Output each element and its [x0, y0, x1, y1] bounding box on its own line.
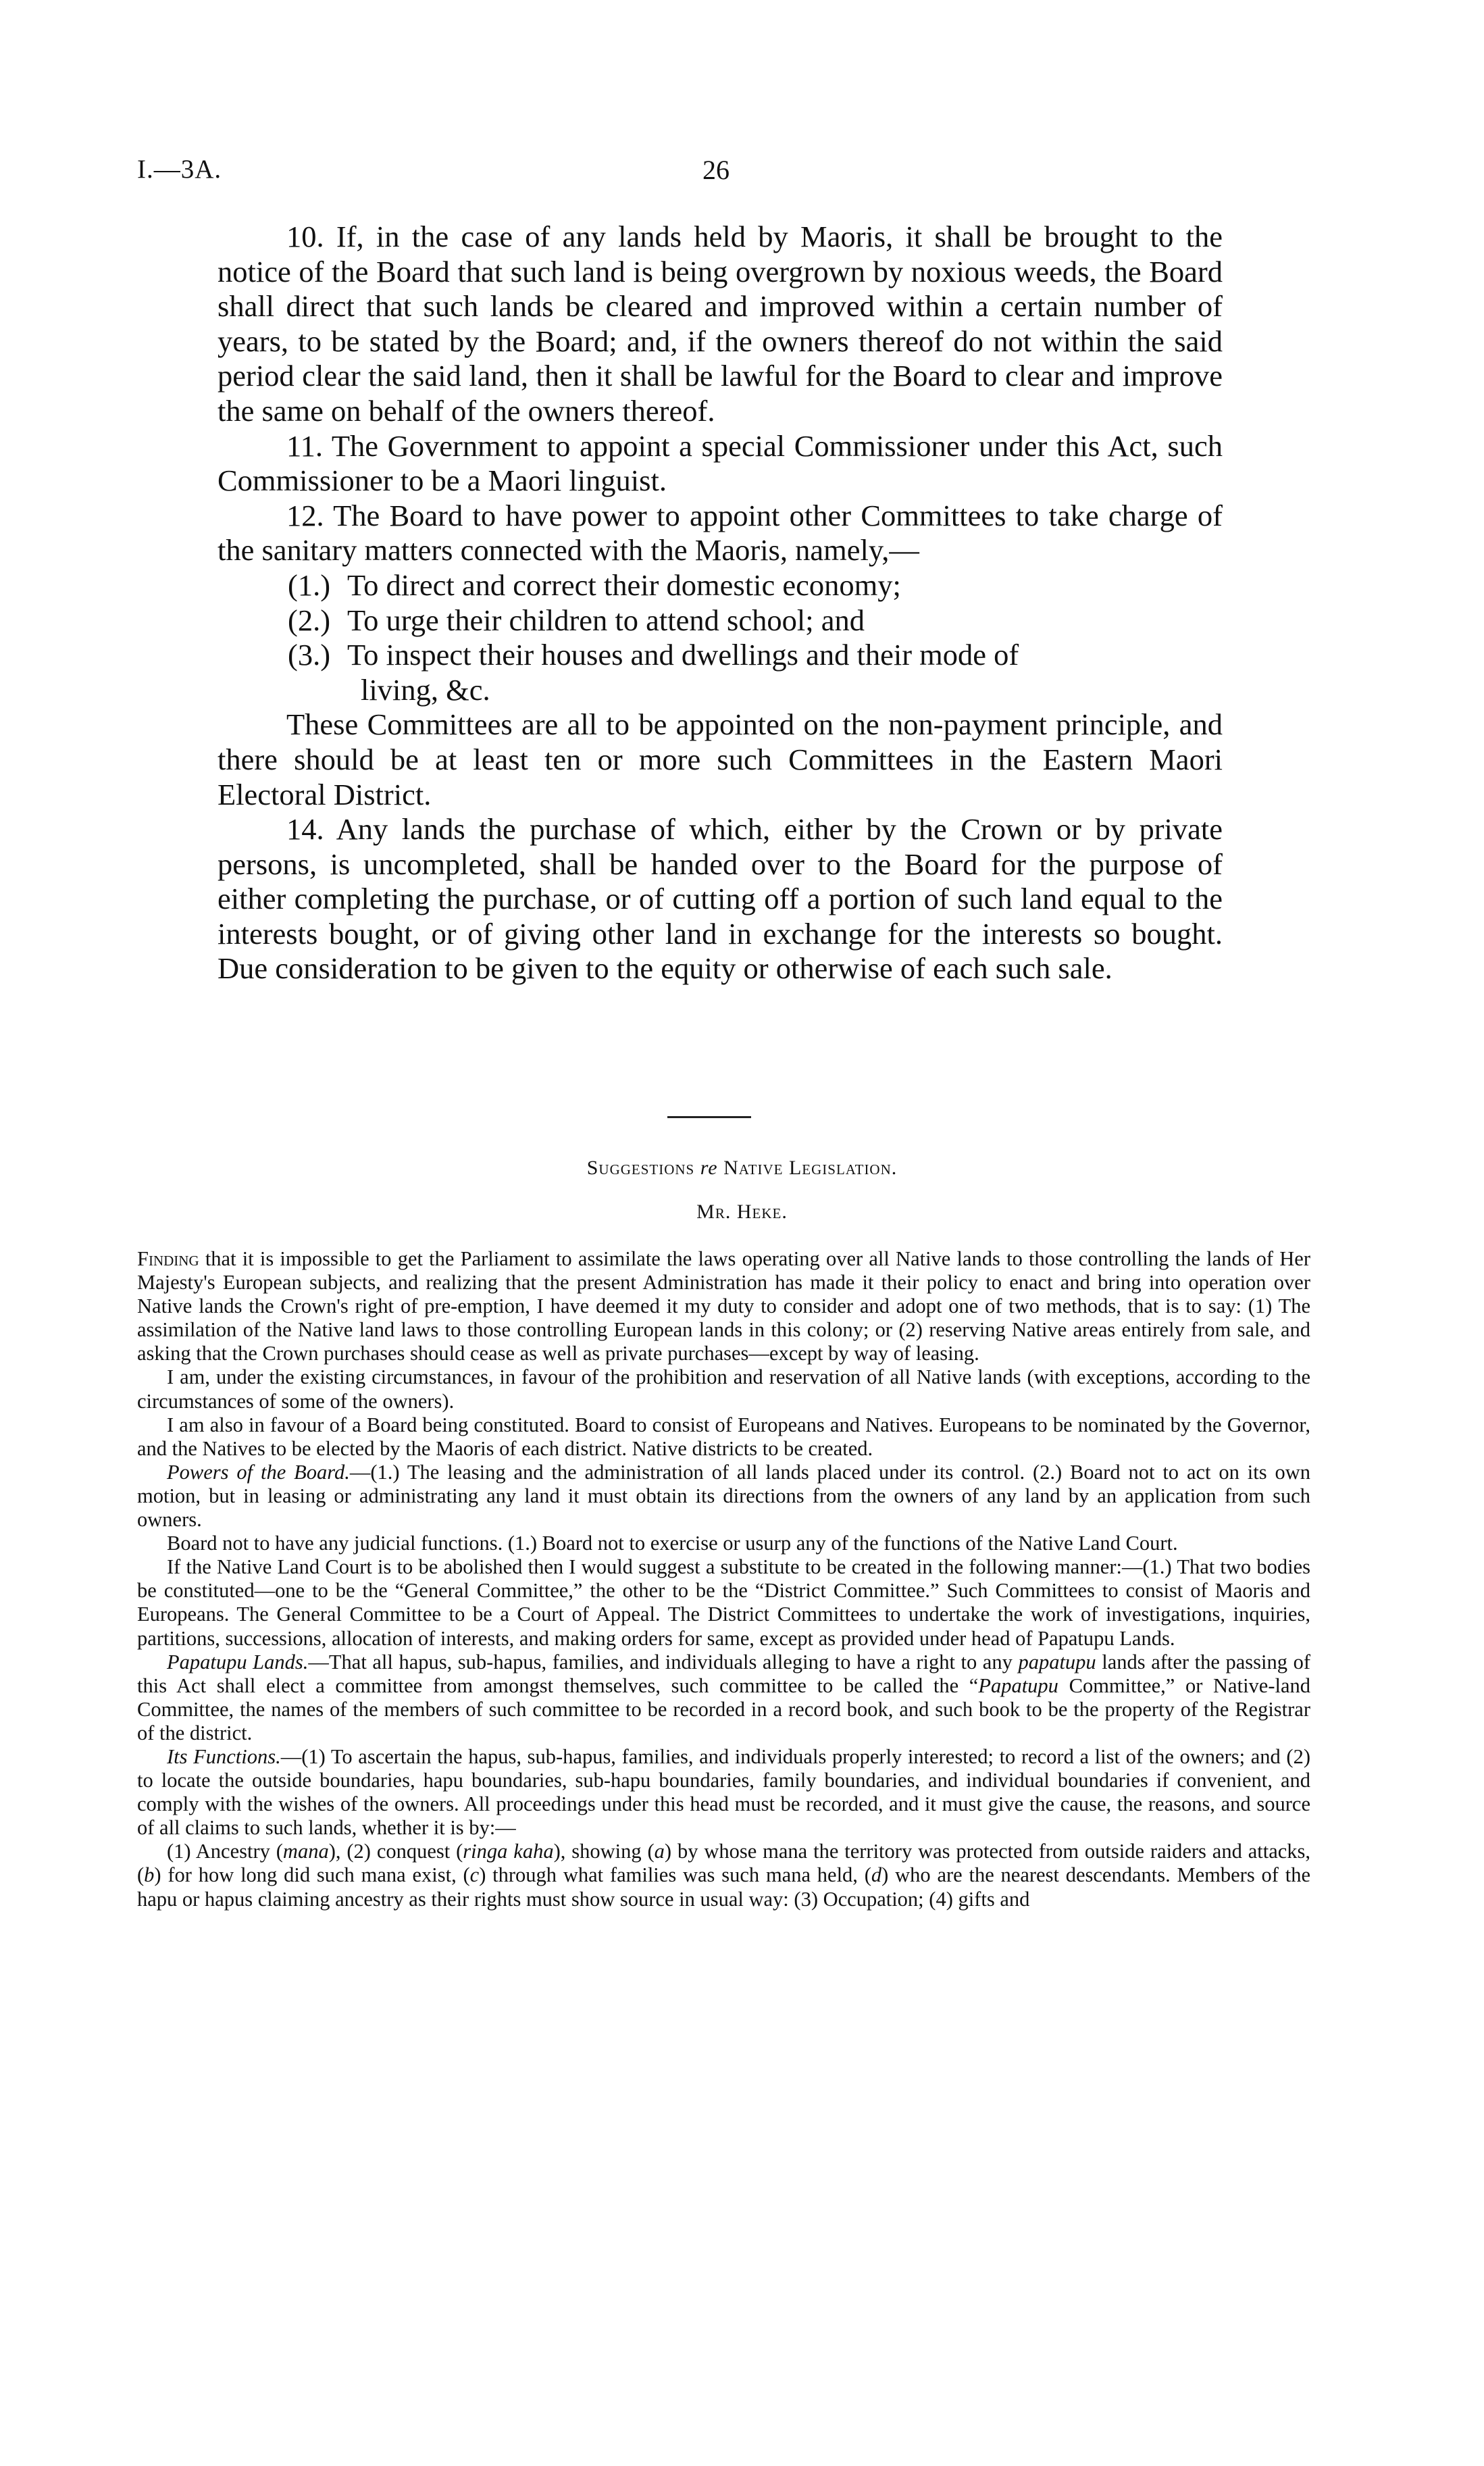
- section-title: Suggestions re Native Legislation.: [586, 1157, 898, 1179]
- judicial-paragraph: Board not to have any judicial functions. (1.) Board not to exercise or usurp any of the functions of the Native Land Court.: [167, 1532, 1178, 1555]
- clause-10: 10. If, in the case of any lands held by Maoris, it shall be brought to the notice of the Board that such land is being overgrown by noxious weeds, the Board shall direct that such lands be cleared and improved within a certain number of years, to be stated by the Board; and, if the owners thereof do not within the said period clear the said land, then it shall be lawful for the Board to clear and improve the same on behalf of the owners thereof.: [218, 220, 1223, 428]
- powers-paragraph: Powers of the Board.—(1.) The leasing and the administration of all lands placed under its control. (2.) Board not to act on its own motion, but in leasing or administrating any land it must obtain its directions from the owners of any land by an application from such owners.: [137, 1460, 1310, 1532]
- functions-paragraph: Its Functions.—(1) To ascertain the hapus, sub-hapus, families, and individuals properly interested; to record a list of the owners; and (2) to locate the outside boundaries, hapu boundaries, sub-hapu boundaries, family boundaries, and individual boundaries if convenient, and comply with the wishes of the owners. All proceedings under this head must be recorded, and it must give the cause, the reasons, and source of all claims to such lands, whether it is by:—: [137, 1744, 1310, 1840]
- clause-14: 14. Any lands the purchase of which, either by the Crown or by private persons, is uncompleted, shall be handed over to the Board for the purpose of either completing the purchase, or of cutting off a portion of such land equal to the interests bought, or of giving other land in exchange for the interests so bought. Due consideration to be given to the equity or otherwise of each such sale.: [218, 812, 1223, 986]
- papatupu-paragraph: Papatupu Lands.—That all hapus, sub-hapus, families, and individuals alleging to have a right to any papatupu lands after the passing of this Act shall elect a committee from amongst themselves, such committee to be called the “Papatupu Committee,” or Native-land Committee, the names of the members of such committee to be recorded in a record book, and such book to be the property of the Registrar of the district.: [137, 1650, 1310, 1744]
- committees-paragraph: These Committees are all to be appointed on the non-payment principle, and there should be at least ten or more such Committees in the Eastern Maori Electoral District.: [218, 707, 1223, 811]
- ancestry-paragraph: (1) Ancestry (mana), (2) conquest (ringa kaha), showing (a) by whose mana the territory was protected from outside raiders and attacks, (b) for how long did such mana exist, (c) through what families was such mana held, (d) who are the nearest descendants. Members of the hapu or hapus claiming ancestry as their rights must show source in usual way: (3) Occupation; (4) gifts and: [137, 1840, 1311, 1911]
- list-item-number: (3.): [288, 638, 331, 672]
- lower-section: [137, 1247, 1310, 1911]
- page-number: 26: [702, 155, 730, 185]
- list-item: [218, 638, 1223, 673]
- clause-12: 12. The Board to have power to appoint other Committees to take charge of the sanitary matters connected with the Maoris, namely,—: [218, 498, 1223, 568]
- land-court-paragraph: If the Native Land Court is to be abolished then I would suggest a substitute to be created in the following manner:—(1.) That two bodies be constituted—one to be the “General Committee,” the other to be the “District Committee.” Such Committees to consist of Maoris and Europeans. The General Committee to be a Court of Appeal. The District Committees to undertake the work of investigations, inquiries, partitions, successions, allocation of interests, and making orders for same, except as provided under head of Papatupu Lands.: [137, 1555, 1310, 1650]
- upper-section: [218, 220, 1223, 986]
- section-divider: [667, 1116, 751, 1118]
- section-author: Mr. Heke.: [696, 1201, 788, 1223]
- clause-11: 11. The Government to appoint a special Commissioner under this Act, such Commissioner to be a Maori linguist.: [218, 428, 1223, 498]
- list-item-text: To urge their children to attend school; and: [347, 603, 865, 637]
- list-item-text: To direct and correct their domestic economy;: [347, 568, 901, 602]
- document-reference: I.—3A.: [137, 155, 222, 184]
- board-paragraph: I am also in favour of a Board being constituted. Board to consist of Europeans and Natives. Europeans to be nominated by the Governor, and the Natives to be elected by the Maoris of each district. Native districts to be created.: [137, 1413, 1310, 1460]
- list-item-number: (2.): [288, 603, 331, 637]
- list-item-number: (1.): [288, 568, 331, 602]
- list-item-continuation: living, &c.: [361, 672, 490, 707]
- finding-paragraph: Finding that it is impossible to get the Parliament to assimilate the laws operating over all Native lands to those controlling the lands of Her Majesty's European subjects, and realizing that the present Administration has made it their policy to enact and bring into operation over Native lands the Crown's right of pre-emption, I have deemed it my duty to consider and adopt one of two methods, that is to say: (1) The assimilation of the Native land laws to those controlling European lands in this colony; or (2) reserving Native areas entirely from sale, and asking that the Crown purchases should cease as well as private purchases—except by way of leasing.: [137, 1247, 1310, 1365]
- list-item-text: To inspect their houses and dwellings and their mode of: [347, 638, 1019, 672]
- list-item: [218, 603, 1223, 638]
- list-item: [218, 568, 1223, 603]
- favour-paragraph: I am, under the existing circumstances, in favour of the prohibition and reservation of all Native lands (with exceptions, according to the circumstances of some of the owners).: [137, 1365, 1310, 1413]
